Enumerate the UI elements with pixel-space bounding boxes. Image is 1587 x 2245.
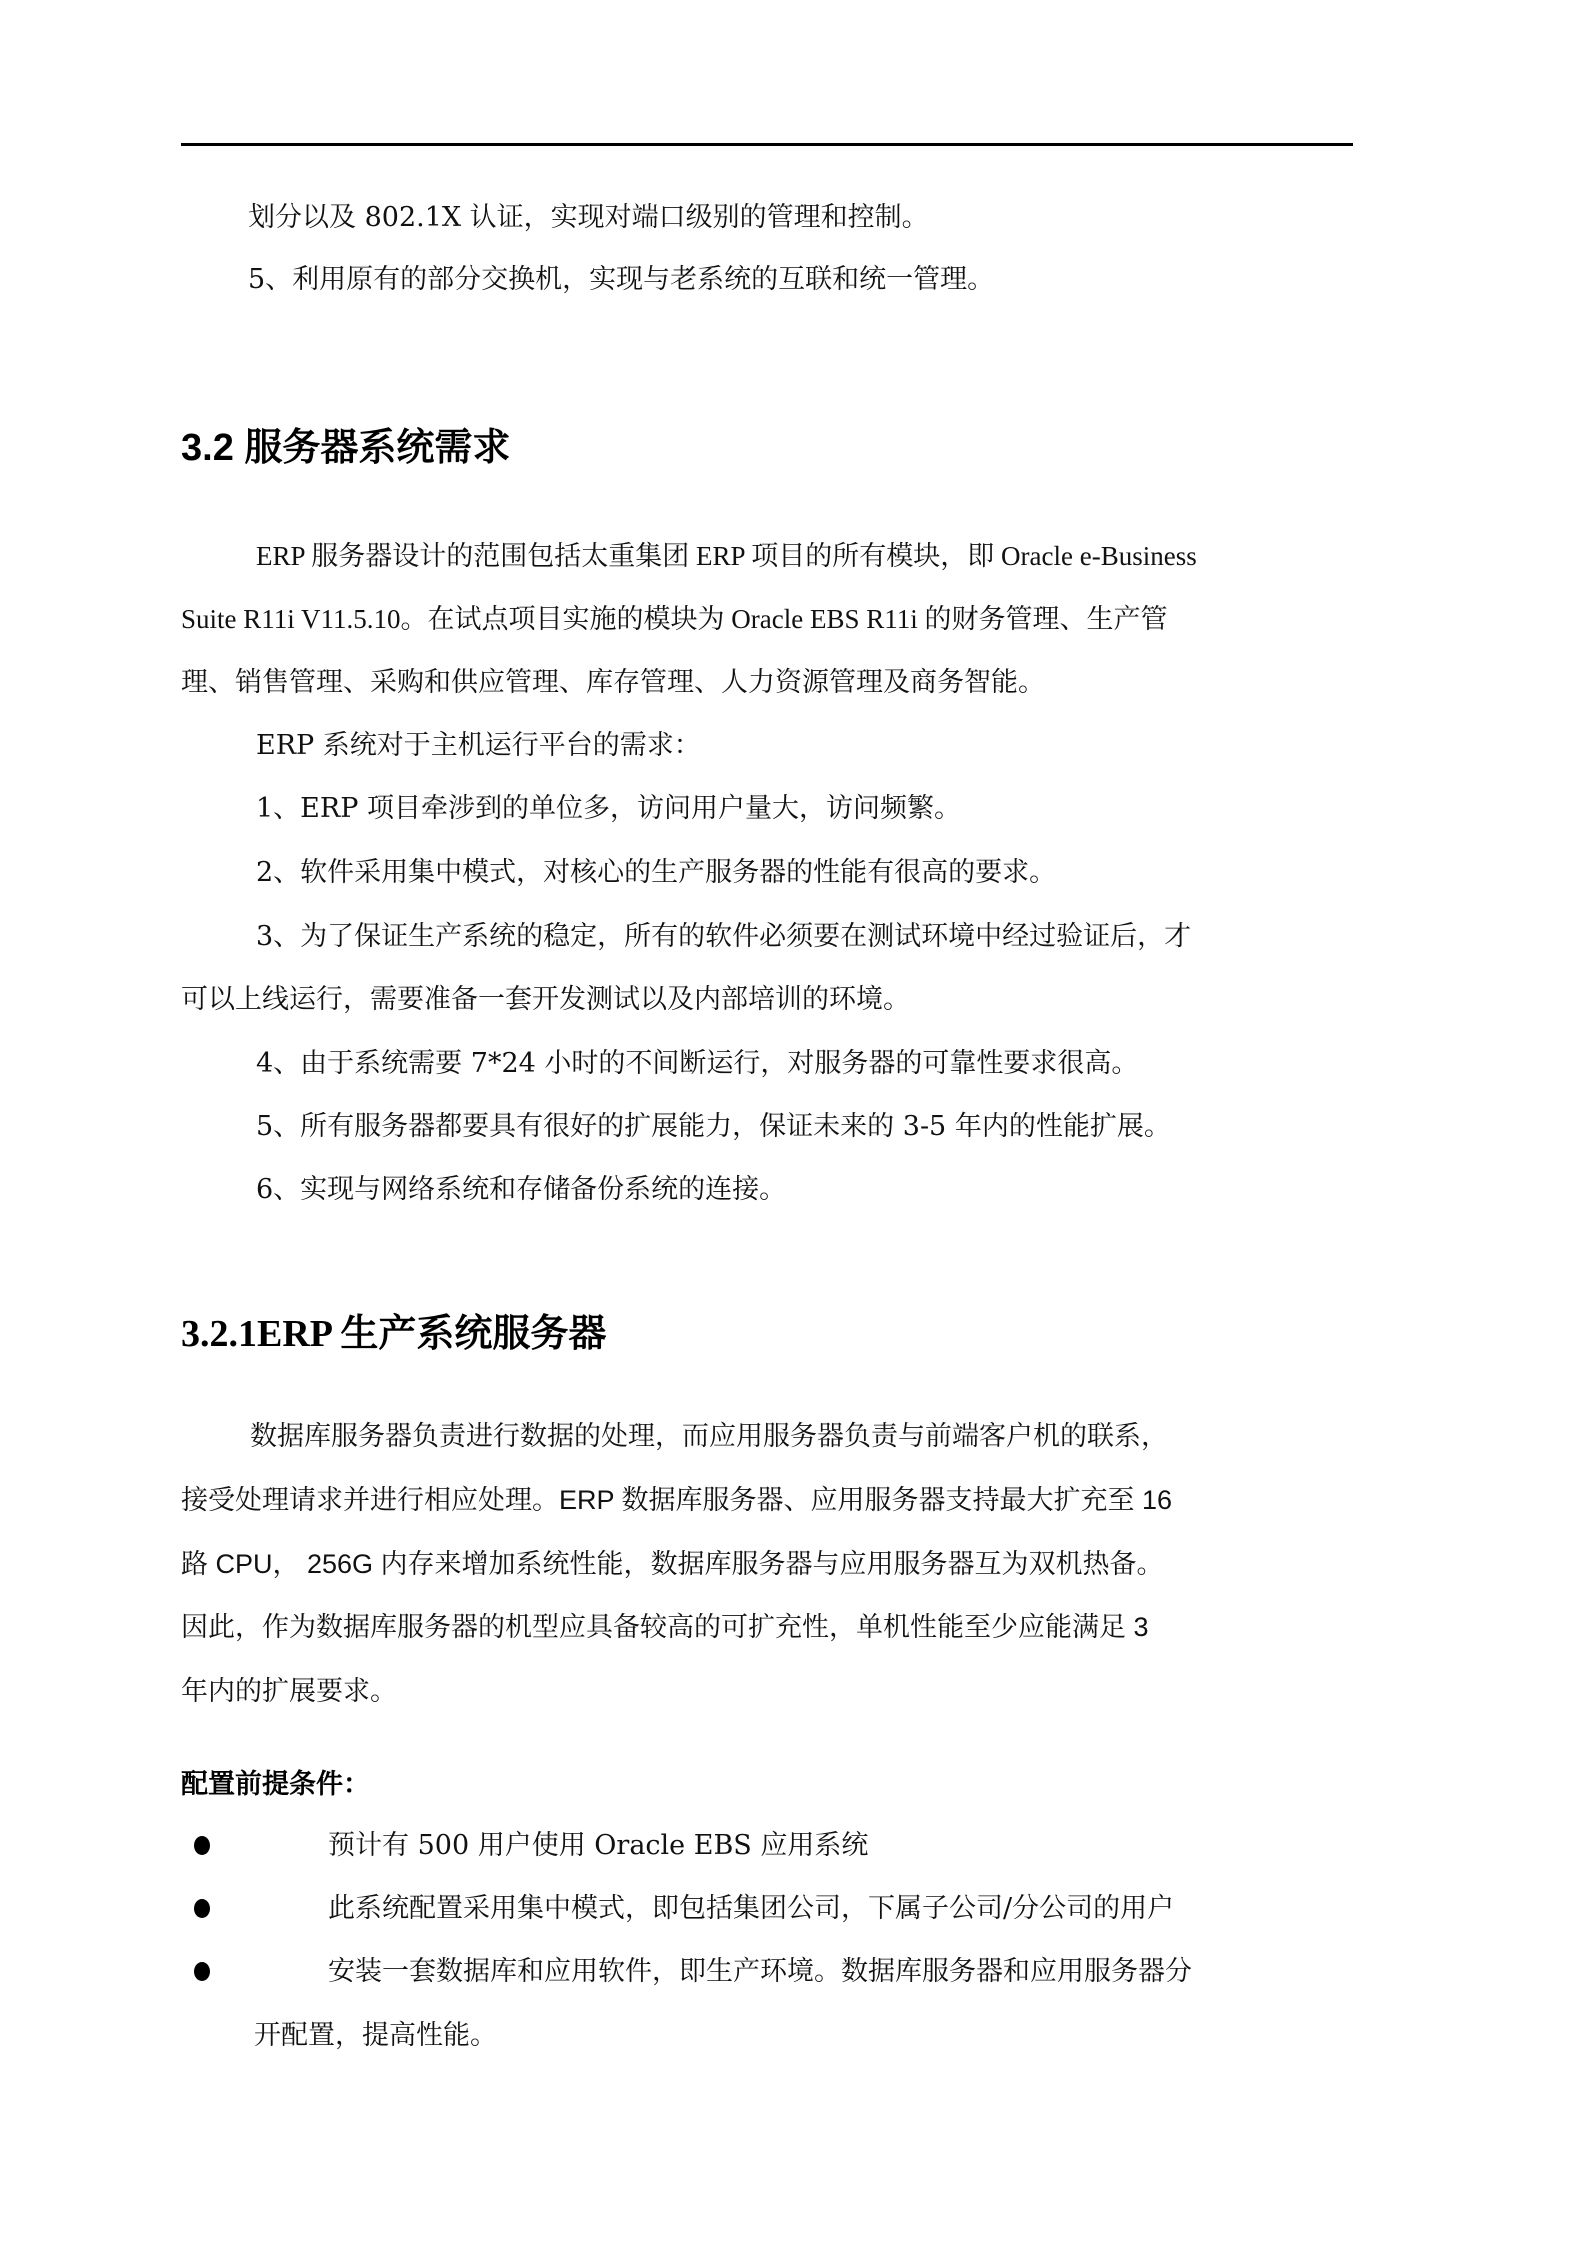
config-prerequisites-label: 配置前提条件： xyxy=(181,1769,370,1799)
requirement-item: 5、所有服务器都要具有很好的扩展能力，保证未来的 3-5 年内的性能扩展。 xyxy=(256,1111,1171,1142)
paragraph-line: 理、销售管理、采购和供应管理、库存管理、人力资源管理及商务智能。 xyxy=(181,667,1045,697)
bullet-item xyxy=(222,1893,1175,1925)
paragraph-line: ERP 服务器设计的范围包括太重集团 ERP 项目的所有模块，即 Oracle e-Business xyxy=(256,541,1197,571)
paragraph-line: 数据库服务器负责进行数据的处理，而应用服务器负责与前端客户机的联系， xyxy=(250,1421,1168,1451)
bullet-item-text: 预计有 500 用户使用 Oracle EBS 应用系统 xyxy=(328,1830,869,1861)
section-heading-3-2: 3.2 服务器系统需求 xyxy=(181,427,511,469)
bullet-dot-icon xyxy=(194,1836,210,1855)
paragraph-line: 年内的扩展要求。 xyxy=(181,1676,397,1706)
bullet-item-text: 此系统配置采用集中模式，即包括集团公司，下属子公司/分公司的用户 xyxy=(328,1893,1175,1924)
intro-line-1: 划分以及 802.1X 认证，实现对端口级别的管理和控制。 xyxy=(248,202,929,233)
header-rule xyxy=(181,143,1353,146)
bullet-item-text: 安装一套数据库和应用软件，即生产环境。数据库服务器和应用服务器分 xyxy=(328,1956,1192,1987)
paragraph-line: 因此，作为数据库服务器的机型应具备较高的可扩充性，单机性能至少应能满足 3 xyxy=(181,1612,1149,1642)
requirement-item: 4、由于系统需要 7*24 小时的不间断运行，对服务器的可靠性要求很高。 xyxy=(256,1048,1139,1079)
bullet-item xyxy=(222,1956,1192,1988)
bullet-continuation: 开配置，提高性能。 xyxy=(254,2020,497,2051)
requirement-item-continuation: 可以上线运行，需要准备一套开发测试以及内部培训的环境。 xyxy=(181,984,910,1015)
bullet-dot-icon xyxy=(194,1962,210,1981)
intro-line-2: 5、利用原有的部分交换机，实现与老系统的互联和统一管理。 xyxy=(248,264,995,295)
requirement-item: 6、实现与网络系统和存储备份系统的连接。 xyxy=(256,1174,787,1205)
bullet-item xyxy=(222,1830,869,1862)
requirement-item: 3、为了保证生产系统的稳定，所有的软件必须要在测试环境中经过验证后，才 xyxy=(256,921,1192,952)
requirement-item: 1、ERP 项目牵涉到的单位多，访问用户量大，访问频繁。 xyxy=(256,793,961,824)
requirements-intro: ERP 系统对于主机运行平台的需求： xyxy=(256,730,701,761)
paragraph-line: 路 CPU， 256G 内存来增加系统性能，数据库服务器与应用服务器互为双机热备。 xyxy=(181,1549,1164,1579)
bullet-dot-icon xyxy=(194,1899,210,1918)
paragraph-line: 接受处理请求并进行相应处理。ERP 数据库服务器、应用服务器支持最大扩充至 16 xyxy=(181,1485,1173,1515)
paragraph-line: Suite R11i V11.5.10。在试点项目实施的模块为 Oracle EBS R11i 的财务管理、生产管 xyxy=(181,604,1168,634)
requirement-item: 2、软件采用集中模式，对核心的生产服务器的性能有很高的要求。 xyxy=(256,857,1057,888)
section-heading-3-2-1: 3.2.1ERP 生产系统服务器 xyxy=(181,1313,607,1355)
